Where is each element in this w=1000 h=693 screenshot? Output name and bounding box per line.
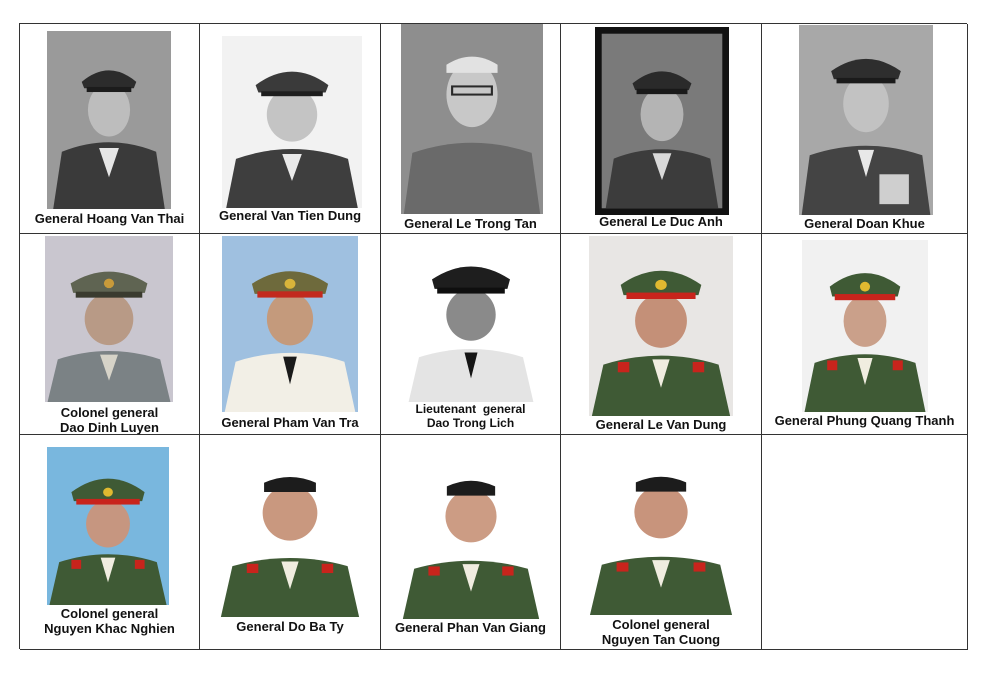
- portrait-photo: [47, 31, 171, 209]
- caption-name: Nguyen Tan Cuong: [601, 632, 721, 647]
- portrait-cell: [762, 234, 968, 435]
- caption-rank: Colonel general: [612, 617, 710, 632]
- portrait-caption: General Le Trong Tan: [404, 216, 537, 231]
- portrait-caption: [381, 402, 560, 430]
- portrait-caption: General Phung Quang Thanh: [774, 413, 955, 428]
- portrait-caption: [561, 617, 761, 647]
- portrait-photo: [802, 240, 928, 412]
- portrait-photo: [45, 236, 173, 402]
- portrait-cell: [381, 234, 561, 435]
- caption-rank: Lieutenant general: [415, 402, 526, 416]
- portrait-photo: [47, 447, 169, 605]
- caption-rank: Colonel general: [60, 405, 159, 420]
- portrait-caption: [20, 606, 199, 636]
- portrait-photo: [799, 25, 933, 215]
- caption-name: Dao Trong Lich: [426, 416, 515, 430]
- portrait-caption: General Hoang Van Thai: [34, 211, 185, 226]
- portrait-caption: General Van Tien Dung: [218, 208, 362, 223]
- portrait-cell: [20, 24, 200, 234]
- portrait-caption: General Do Ba Ty: [236, 619, 344, 634]
- portrait-photo: [222, 236, 358, 412]
- portrait-cell: [20, 234, 200, 435]
- portrait-caption: General Phan Van Giang: [395, 620, 546, 635]
- portrait-cell: [200, 435, 381, 650]
- portrait-caption: General Pham Van Tra: [221, 415, 359, 430]
- caption-name: Dao Dinh Luyen: [60, 420, 159, 435]
- portrait-grid: [19, 23, 967, 649]
- portrait-caption: General Le Duc Anh: [599, 214, 723, 229]
- portrait-cell: [381, 435, 561, 650]
- portrait-caption: [20, 405, 199, 435]
- portrait-cell: [561, 435, 762, 650]
- empty-cell: [762, 435, 968, 650]
- portrait-cell: [200, 24, 381, 234]
- portrait-cell: [381, 24, 561, 234]
- portrait-photo: [400, 459, 542, 619]
- portrait-photo: [218, 455, 362, 617]
- portrait-photo: [589, 236, 733, 416]
- caption-name: Nguyen Khac Nghien: [44, 621, 175, 636]
- portrait-cell: [561, 24, 762, 234]
- portrait-caption: General Le Van Dung: [595, 417, 727, 432]
- caption-rank: Colonel general: [60, 606, 159, 621]
- portrait-photo: [222, 36, 362, 208]
- portrait-cell: [200, 234, 381, 435]
- portrait-caption: General Doan Khue: [804, 216, 925, 231]
- portrait-photo: [587, 455, 735, 615]
- portrait-cell: [20, 435, 200, 650]
- portrait-photo: [595, 27, 729, 215]
- portrait-photo: [406, 237, 536, 402]
- portrait-cell: [762, 24, 968, 234]
- portrait-cell: [561, 234, 762, 435]
- portrait-photo: [401, 24, 543, 214]
